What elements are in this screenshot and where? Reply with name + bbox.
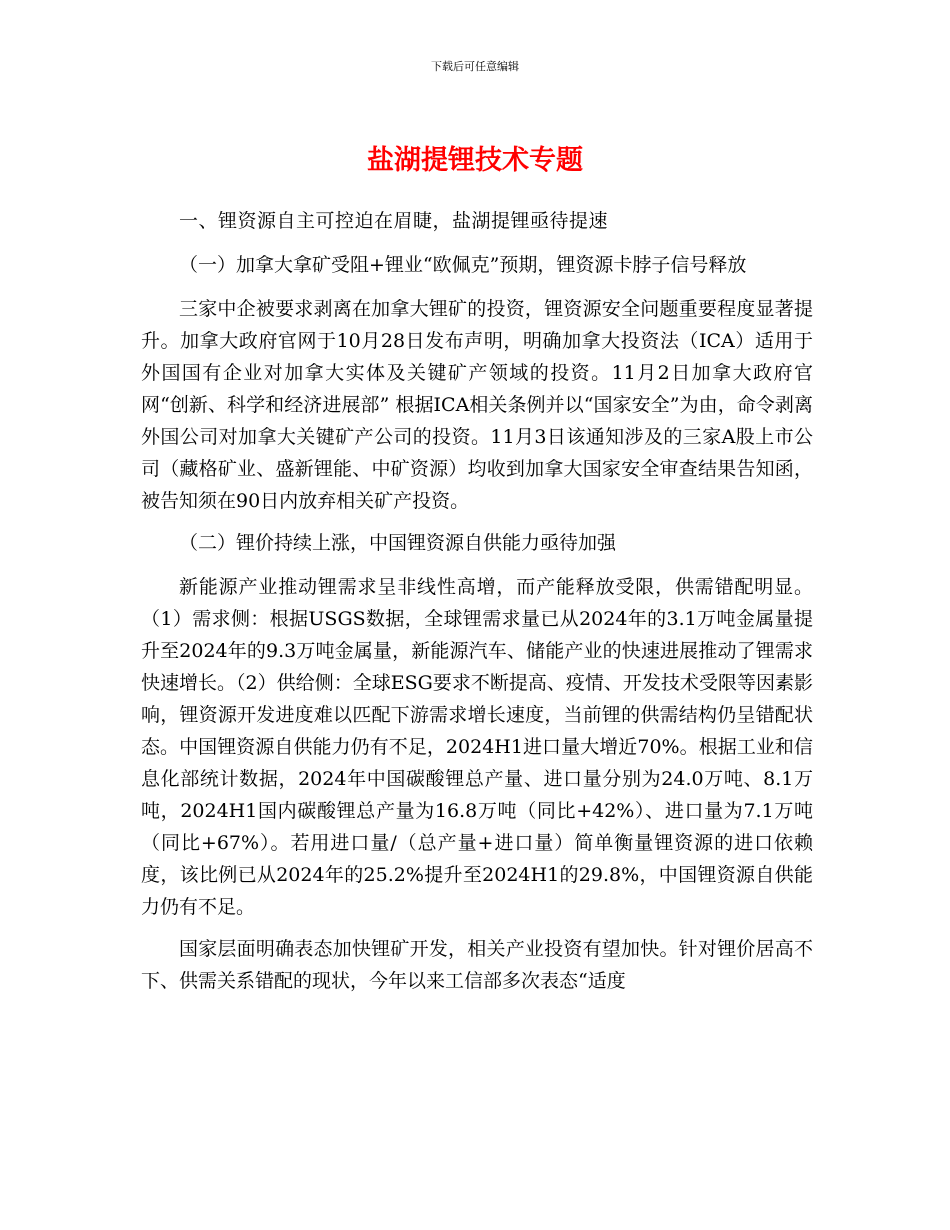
- body-paragraph-3: 国家层面明确表态加快锂矿开发，相关产业投资有望加快。针对锂价居高不下、供需关系错配的现状，今年以来工信部多次表态“适度: [141, 938, 813, 992]
- body-paragraph-1: 三家中企被要求剥离在加拿大锂矿的投资，锂资源安全问题重要程度显著提升。加拿大政府官网于10月28日发布声明，明确加拿大投资法（ICA）适用于外国国有企业对加拿大实体及关键矿产领域的投资。11月2日加拿大政府官网“创新、科学和经济进展部” 根据ICA相关条例并以“国家安全”为由，命令剥离外国公司对加拿大关键矿产公司的投资。11月3日该通知涉及的三家A股上市公司（藏格矿业、盛新锂能、中矿资源）均收到加拿大国家安全审查结果告知函，被告知须在90日内放弃相关矿产投资。: [141, 298, 813, 512]
- section-heading: 一、锂资源自主可控迫在眉睫，盐湖提锂亟待提速: [179, 210, 609, 232]
- body-paragraph-2: 新能源产业推动锂需求呈非线性高增，而产能释放受限，供需错配明显。（1）需求侧：根据USGS数据，全球锂需求量已从2024年的3.1万吨金属量提升至2024年的9.3万吨金属量，新能源汽车、储能产业的快速进展推动了锂需求快速增长。（2）供给侧：全球ESG要求不断提高、疫情、开发技术受限等因素影响，锂资源开发进度难以匹配下游需求增长速度，当前锂的供需结构仍呈错配状态。中国锂资源自供能力仍有不足，2024H1进口量大增近70%。根据工业和信息化部统计数据，2024年中国碳酸锂总产量、进口量分别为24.0万吨、8.1万吨，2024H1国内碳酸锂总产量为16.8万吨（同比+42%）、进口量为7.1万吨（同比+67%）。若用进口量/（总产量+进口量）简单衡量锂资源的进口依赖度，该比例已从2024年的25.2%提升至2024H1的29.8%，中国锂资源自供能力仍有不足。: [141, 576, 813, 918]
- subsection-heading-2: （二）锂价持续上涨，中国锂资源自供能力亟待加强: [179, 532, 617, 554]
- document-body: [141, 205, 813, 1007]
- document-title: 盐湖提锂技术专题: [367, 145, 583, 176]
- page-header-note: 下载后可任意编辑: [431, 60, 519, 73]
- subsection-heading-1: （一）加拿大拿矿受阻+锂业“欧佩克”预期，锂资源卡脖子信号释放: [179, 254, 747, 276]
